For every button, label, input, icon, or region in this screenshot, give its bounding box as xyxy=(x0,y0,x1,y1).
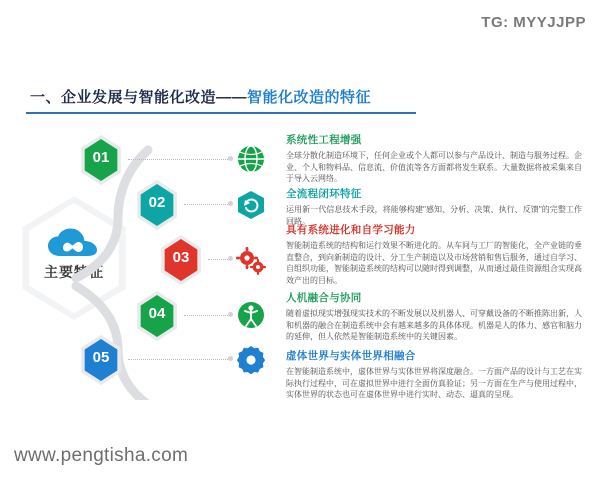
leader-dot-04 xyxy=(228,312,233,317)
content-row-01 xyxy=(286,132,582,185)
step-hex-05[interactable] xyxy=(78,335,124,385)
page-title-prefix: 一、企业发展与智能化改造—— xyxy=(30,89,248,106)
connector-spine xyxy=(0,100,300,400)
page-title-accent: 智能化改造的特征 xyxy=(247,89,372,106)
step-hex-04[interactable] xyxy=(134,291,180,341)
content-row-04-body: 随着虚拟现实增强现实技术的不断发展以及机器人、可穿戴设备的不断推陈出新，人和机器的融合在制造系统中会有越来越多的具体体现。机器是人的体力、感官和脑力的延伸，但人依然是智能制造系统中的关键因素。 xyxy=(286,309,582,342)
content-row-03-heading: 具有系统进化和自学习能力 xyxy=(286,224,416,236)
step-hex-01-number: 01 xyxy=(92,149,110,166)
content-row-05-body: 在智能制造系统中，虚体世界与实体世界将深度融合。一方面产品的设计与工艺在实际执行过程中，可在虚拟世界中进行全面仿真验证；另一方面在生产与使用过程中，实体世界的状态也可在虚体世界中进行实时、动态、逼真的呈现。 xyxy=(286,367,582,400)
step-hex-02-number: 02 xyxy=(148,194,166,211)
watermark-top-right: TG: MYYJJPP xyxy=(463,8,600,37)
content-row-02-body: 运用新一代信息技术手段，将能够构建"感知、分析、决策、执行、反馈"的完整工作回路。 xyxy=(286,205,582,226)
content-row-05 xyxy=(286,348,582,401)
content-row-02-heading: 全流程闭环特征 xyxy=(286,188,362,200)
leader-dot-01 xyxy=(228,156,233,161)
leader-line-02 xyxy=(184,204,232,206)
content-row-03 xyxy=(286,222,582,286)
leader-dot-03 xyxy=(228,256,233,261)
step-hex-04-number: 04 xyxy=(148,305,166,322)
leader-dot-05 xyxy=(228,356,233,361)
content-row-04 xyxy=(286,290,582,343)
step-hex-02[interactable] xyxy=(134,180,180,230)
watermark-bottom-left: www.pengtisha.com xyxy=(0,438,204,474)
leader-line-01 xyxy=(128,159,232,161)
leader-dot-02 xyxy=(228,201,233,206)
step-hex-03-number: 03 xyxy=(172,249,190,266)
content-row-01-body: 全球分散化制造环境下，任何企业或个人都可以参与产品设计、制造与服务过程。企业、个人和物料品、信息流、价值流等各方面都将发生联系。大量数据将被采集来自于导入云网络。 xyxy=(286,151,582,184)
step-hex-03[interactable] xyxy=(158,235,204,285)
leader-line-04 xyxy=(184,315,232,317)
content-row-03-body: 智能制造系统的结构和运行效果不断进化的。从车间与工厂的智能化，全产业链的垂直整合，到向新制造的设计、分工生产制造以及市场营销和售后服务，通过自学习、自组织功能，智能制造系统的结构可以随时得到调整，从而通过最佳资源组合实现高效产出的目标。 xyxy=(286,241,582,285)
step-hex-01[interactable] xyxy=(78,135,124,185)
content-row-05-heading: 虚体世界与实体世界相融合 xyxy=(286,350,416,362)
leader-line-05 xyxy=(128,359,232,361)
main-node-label: 主要特征 xyxy=(44,264,104,280)
step-hex-05-number: 05 xyxy=(92,349,110,366)
content-row-04-heading: 人机融合与协同 xyxy=(286,292,362,304)
content-row-02 xyxy=(286,186,582,227)
content-row-01-heading: 系统性工程增强 xyxy=(286,134,362,146)
